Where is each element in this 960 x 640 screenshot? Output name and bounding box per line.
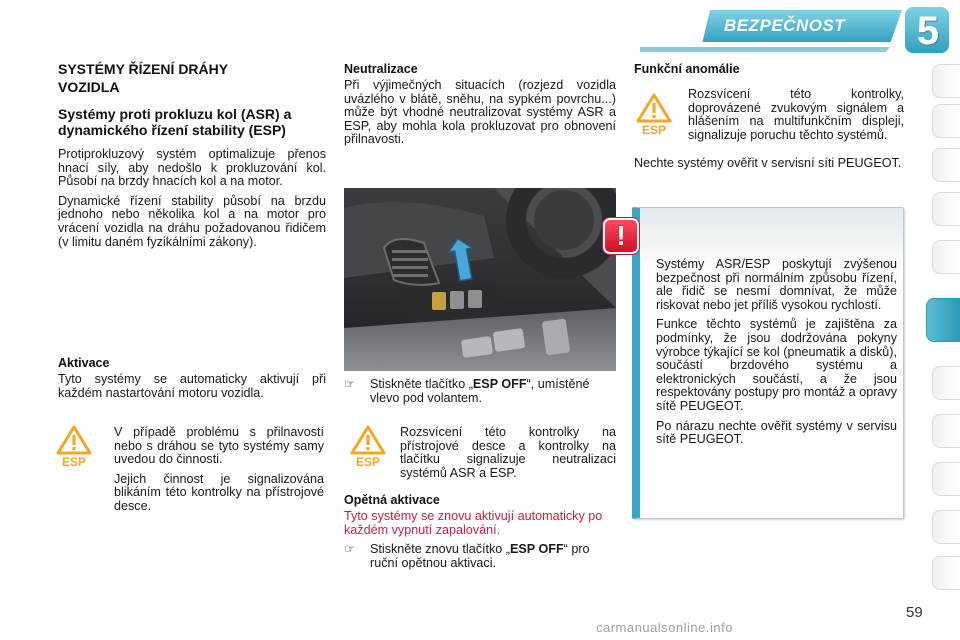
intro-paragraph: Protiprokluzový systém optimalizuje přenos hnací síly, aby nedošlo k prokluzování kol. Působí na brzdy hnacích kol a na motor. [58, 147, 326, 189]
chapter-number: 5 [916, 9, 940, 53]
panel-paragraph-2: Funkce těchto systémů je zajištěna za podmínky, že jsou dodržována pokyny výrobce týkající se kol (pneumatik a disků), součástí brzdového systému a elektronických součástí, a že jsou respektovány postupy pro montáž a opravy sítě PEUGEOT. [656, 317, 897, 413]
side-tab-2[interactable] [932, 104, 960, 138]
bullet-esp-off-text [370, 378, 616, 405]
side-tab-5[interactable] [932, 240, 960, 274]
activation-text: Tyto systémy se automaticky aktivují při každém nastartování motoru vozidla. [58, 372, 326, 400]
esp-warning-icon [56, 425, 92, 467]
bullet1-pre: Stiskněte tlačítko „ [370, 377, 473, 391]
section-subtitle: Systémy proti prokluzu kol (ASR) a dynamického řízení stability (ESP) [58, 106, 292, 138]
bullet2-pre: Stiskněte znovu tlačítko „ [370, 542, 510, 557]
neutralization-text: Při výjimečných situacích (rozjezd vozidla uvázlého v blátě, sněhu, na sypkém povrchu...) může být vhodné neutralizovat systémy ASR a ESP, aby mohla kola prokluzovat pro obnovení přilnavosti. [344, 78, 616, 147]
side-tab-11[interactable] [932, 556, 960, 590]
side-tab-3[interactable] [932, 148, 960, 182]
warning-paragraph-2: Jejich činnost je signalizována blikáním této kontrolky na přístrojové desce. [114, 471, 324, 513]
malfunction-warning: Rozsvícení této kontrolky, doprovázené zvukovým signálem a hlášením na multifunkčním displeji, signalizuje poruchu těchto systémů. [688, 87, 904, 142]
bullet1-post: “, umístěné vlevo pod volantem. [370, 377, 590, 405]
left-warning-text [114, 426, 324, 520]
panel-paragraph-1: Systémy ASR/ESP poskytují zvýšenou bezpečnost při normálním způsobu řízení, ale řidič se nesmí domnívat, že může riskovat nebo jet příliš vysokou rychlostí. [656, 257, 897, 312]
side-tab-4[interactable] [932, 192, 960, 226]
right-warning-text [688, 88, 904, 148]
bullet-esp-off-again [344, 543, 616, 576]
section-title: SYSTÉMY ŘÍZENÍ DRÁHY VOZIDLA [58, 61, 228, 95]
activation-heading: Aktivace [58, 356, 110, 370]
esp-label: ESP [61, 455, 87, 467]
side-tab-10[interactable] [932, 510, 960, 544]
right-heading-block [634, 62, 904, 79]
side-tab-9[interactable] [932, 462, 960, 496]
reactivation-red-text: Tyto systémy se znovu aktivují automaticky po každém vypnutí zapalování. [344, 509, 603, 537]
watermark: carmanualsonline.info [596, 620, 733, 635]
esp-label: ESP [641, 123, 667, 135]
finger-pointer-icon: ☞ [344, 377, 356, 391]
esp-off-label: ESP OFF [472, 377, 527, 391]
warning-paragraph-1: V případě problému s přilnavostí nebo s dráhou se tyto systémy samy uvedou do činnosti. [114, 425, 324, 467]
finger-pointer-icon: ☞ [344, 542, 356, 557]
left-column [58, 60, 326, 255]
reactivation-block [344, 493, 616, 576]
side-tab-7[interactable] [932, 366, 960, 400]
middle-warning-text [400, 426, 616, 486]
exclamation-icon: ! [603, 218, 639, 254]
side-tab-8[interactable] [932, 414, 960, 448]
reactivation-heading: Opětná aktivace [344, 493, 440, 507]
esp-off-button-photo [344, 188, 616, 371]
side-tab-active[interactable] [926, 298, 960, 342]
esp-warning-icon-middle [350, 425, 386, 467]
right-service-text [634, 157, 904, 177]
service-text: Nechte systémy ověřit v servisní síti PEUGEOT. [634, 156, 902, 170]
neutralization-warning: Rozsvícení této kontrolky na přístrojové desce a kontrolky na tlačítku signalizuje neutralizaci systémů ASR a ESP. [400, 425, 616, 480]
malfunction-heading: Funkční anomálie [634, 62, 740, 76]
bullet-esp-off-again-text [370, 543, 616, 570]
bullet2-post: “ pro ruční opětnou aktivaci. [370, 542, 590, 570]
esp-off-label-2: ESP OFF [510, 542, 564, 557]
middle-column [344, 62, 616, 153]
esp-label: ESP [355, 455, 381, 467]
neutralization-heading: Neutralizace [344, 62, 418, 76]
bullet-esp-off [344, 378, 616, 411]
panel-paragraph-3: Po nárazu nechte ověřit systémy v servisu sítě PEUGEOT. [656, 418, 897, 447]
side-tab-1[interactable] [932, 64, 960, 98]
activation-block [58, 356, 326, 406]
info-panel-text [656, 258, 897, 453]
stability-paragraph: Dynamické řízení stability působí na brzdu jednoho nebo několika kol a na motor pro vrácení vozidla na dráhu požadovanou řidičem (v limitu daném fyzikálními zákony). [58, 193, 326, 249]
page-number: 59 [906, 604, 923, 621]
esp-warning-icon-right [636, 93, 672, 135]
middle-bullets [344, 378, 616, 411]
chapter-title: BEZPEČNOST [724, 16, 846, 35]
